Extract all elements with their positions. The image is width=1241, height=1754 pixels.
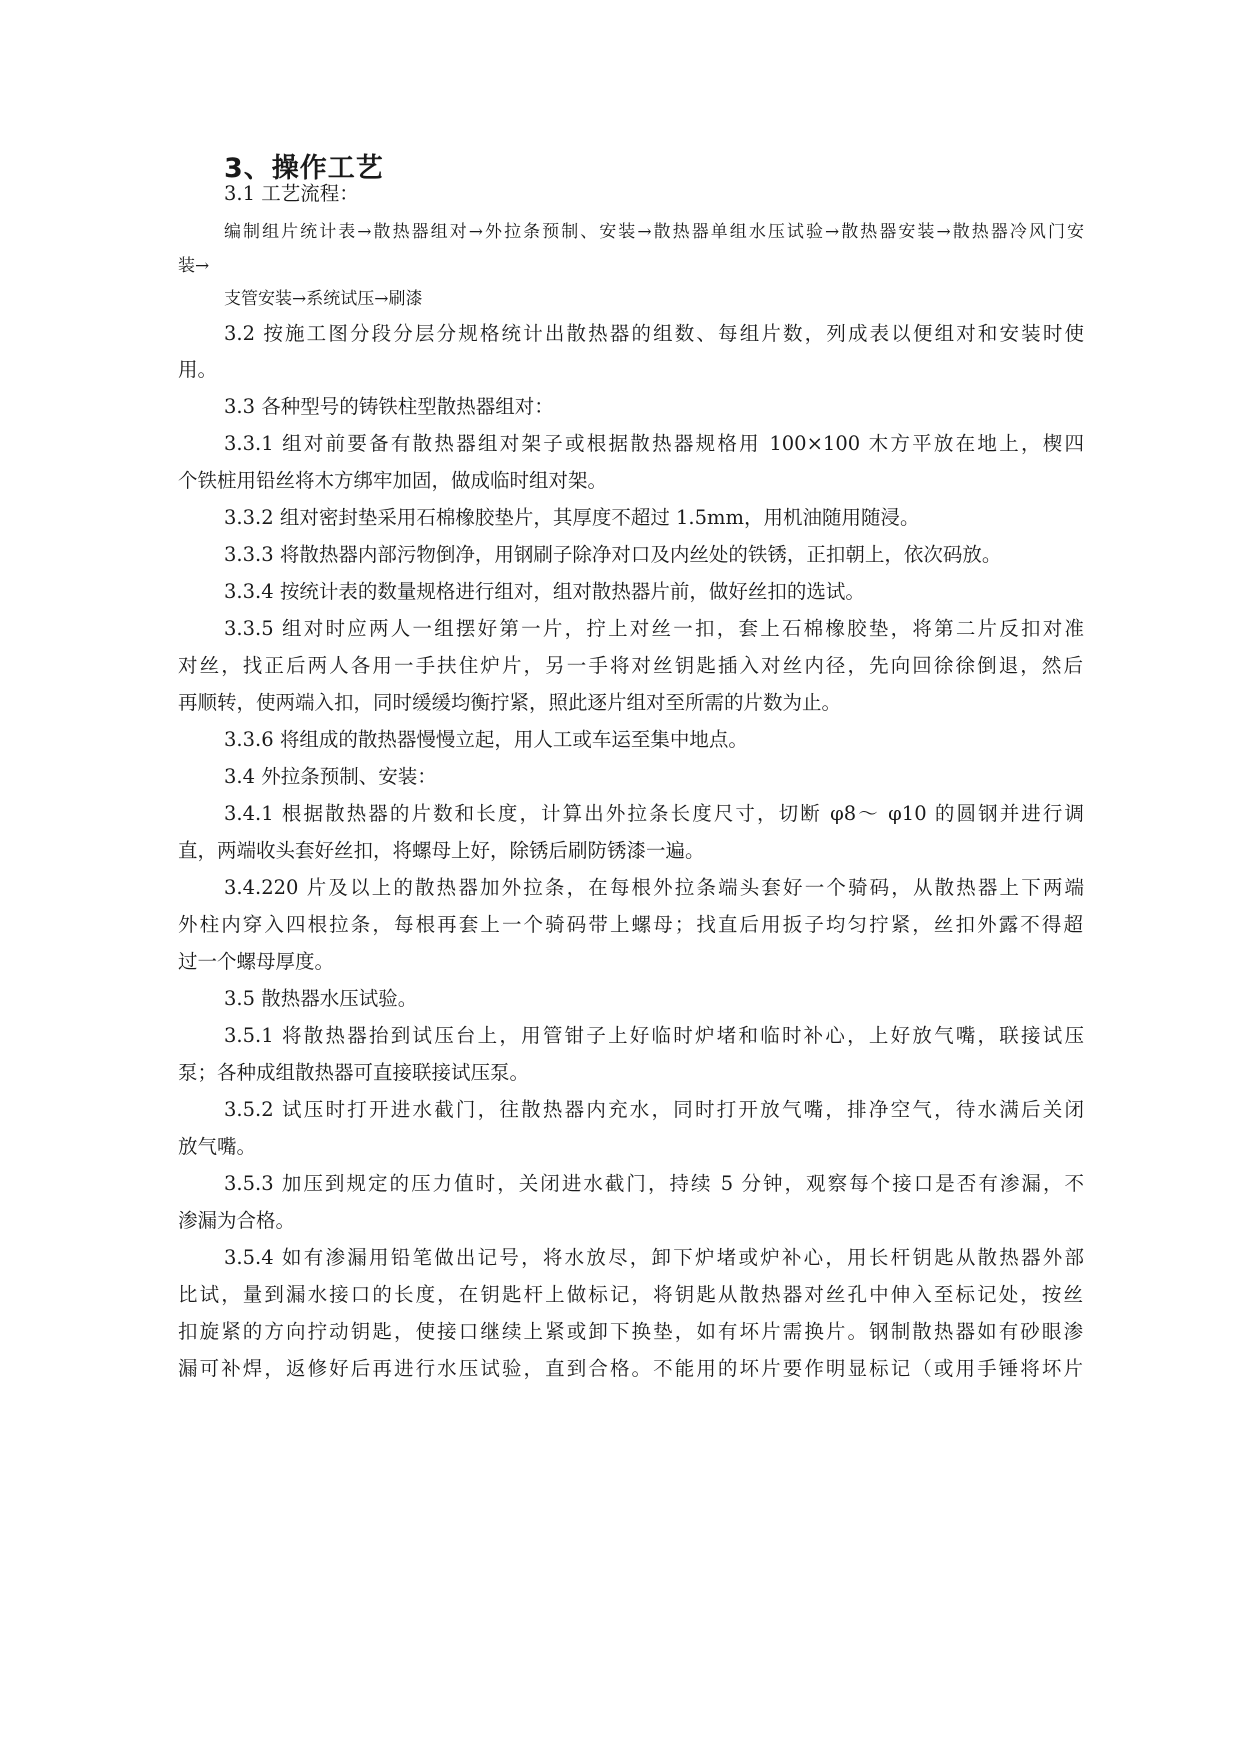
- paragraph-line: 3.3.6 将组成的散热器慢慢立起，用人工或车运至集中地点。: [224, 728, 748, 751]
- paragraph-line: 3.5.4 如有渗漏用铅笔做出记号，将水放尽，卸下炉堵或炉补心，用长杆钥匙从散热器外部: [224, 1246, 1084, 1269]
- paragraph-line: 3.5 散热器水压试验。: [224, 987, 418, 1010]
- paragraph-line: 放气嘴。: [178, 1135, 257, 1158]
- paragraph-line: 渗漏为合格。: [178, 1209, 296, 1232]
- paragraph-line: 3.5.2 试压时打开进水截门，往散热器内充水，同时打开放气嘴，排净空气，待水满后关闭: [224, 1098, 1084, 1121]
- section-heading: 3、操作工艺: [224, 153, 384, 184]
- paragraph-line: 3.5.3 加压到规定的压力值时，关闭进水截门，持续 5 分钟，观察每个接口是否有渗漏，不: [224, 1172, 1084, 1195]
- paragraph-line: 装→: [178, 256, 210, 276]
- paragraph-line: 3.3.1 组对前要备有散热器组对架子或根据散热器规格用 100×100 木方平放在地上，楔四: [224, 432, 1084, 455]
- paragraph-line: 支管安装→系统试压→刷漆: [224, 289, 423, 309]
- paragraph-line: 3.3.4 按统计表的数量规格进行组对，组对散热器片前，做好丝扣的选试。: [224, 580, 865, 603]
- paragraph-line: 3.3.2 组对密封垫采用石棉橡胶垫片，其厚度不超过 1.5mm，用机油随用随浸。: [224, 506, 920, 529]
- paragraph-line: 扣旋紧的方向拧动钥匙，使接口继续上紧或卸下换垫，如有坏片需换片。钢制散热器如有砂眼渗: [178, 1320, 1083, 1343]
- paragraph-line: 漏可补焊，返修好后再进行水压试验，直到合格。不能用的坏片要作明显标记（或用手锤将坏片: [178, 1357, 1083, 1380]
- paragraph-line: 3.3.3 将散热器内部污物倒净，用钢刷子除净对口及内丝处的铁锈，正扣朝上，依次码放。: [224, 543, 1002, 566]
- paragraph-line: 再顺转，使两端入扣，同时缓缓均衡拧紧，照此逐片组对至所需的片数为止。: [178, 691, 842, 714]
- paragraph-line: 直，两端收头套好丝扣，将螺母上好，除锈后刷防锈漆一遍。: [178, 839, 705, 862]
- paragraph-line: 对丝，找正后两人各用一手扶住炉片，另一手将对丝钥匙插入对丝内径，先向回徐徐倒退，然后: [178, 654, 1083, 677]
- paragraph-line: 3.5.1 将散热器抬到试压台上，用管钳子上好临时炉堵和临时补心，上好放气嘴，联接试压: [224, 1024, 1084, 1047]
- paragraph-line: 编制组片统计表→散热器组对→外拉条预制、安装→散热器单组水压试验→散热器安装→散热器冷风门安: [224, 222, 1084, 242]
- paragraph-line: 3.1 工艺流程：: [224, 182, 359, 205]
- paragraph-line: 用。: [178, 358, 218, 381]
- paragraph-line: 过一个螺母厚度。: [178, 950, 335, 973]
- paragraph-line: 3.4.220 片及以上的散热器加外拉条，在每根外拉条端头套好一个骑码，从散热器上下两端: [224, 876, 1084, 899]
- paragraph-line: 外柱内穿入四根拉条，每根再套上一个骑码带上螺母；找直后用扳子均匀拧紧，丝扣外露不得超: [178, 913, 1083, 936]
- paragraph-line: 3.3 各种型号的铸铁柱型散热器组对：: [224, 395, 554, 418]
- paragraph-line: 3.3.5 组对时应两人一组摆好第一片，拧上对丝一扣，套上石棉橡胶垫，将第二片反扣对准: [224, 617, 1084, 640]
- paragraph-line: 比试，量到漏水接口的长度，在钥匙杆上做标记，将钥匙从散热器对丝孔中伸入至标记处，按丝: [178, 1283, 1083, 1306]
- paragraph-line: 个铁桩用铅丝将木方绑牢加固，做成临时组对架。: [178, 469, 608, 492]
- paragraph-line: 3.4 外拉条预制、安装：: [224, 765, 437, 788]
- paragraph-line: 3.4.1 根据散热器的片数和长度，计算出外拉条长度尺寸，切断 φ8～ φ10 的圆钢并进行调: [224, 802, 1084, 825]
- paragraph-line: 3.2 按施工图分段分层分规格统计出散热器的组数、每组片数，列成表以便组对和安装时使: [224, 322, 1084, 345]
- paragraph-line: 泵；各种成组散热器可直接联接试压泵。: [178, 1061, 530, 1084]
